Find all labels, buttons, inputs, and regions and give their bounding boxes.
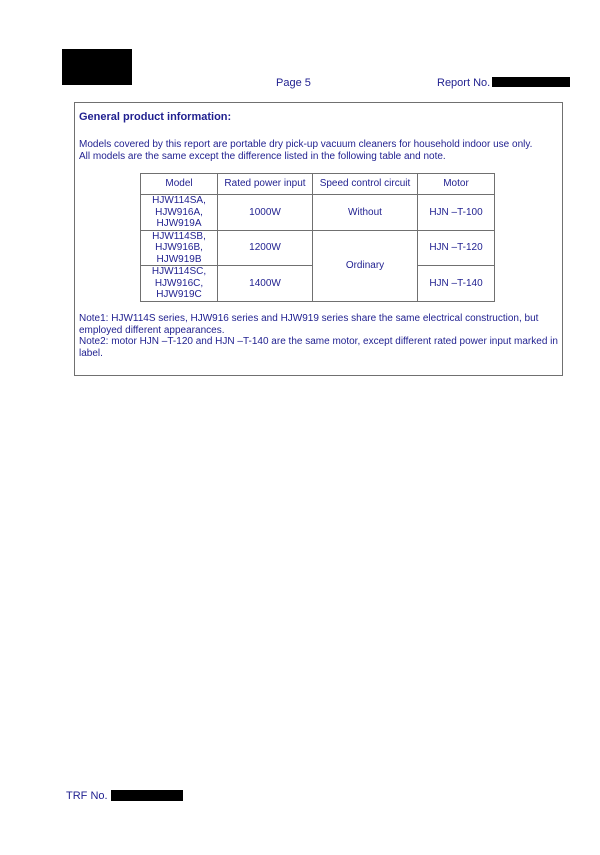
table-row	[141, 230, 495, 266]
model-name: HJW114SA,	[152, 195, 206, 206]
intro-line: Models covered by this report are portable dry pick-up vacuum cleaners for household indoor use only.	[79, 139, 533, 150]
note-2: Note2: motor HJN –T-120 and HJN –T-140 are the same motor, except different rated power input marked in label.	[79, 336, 558, 359]
report-number-label: Report No.	[437, 77, 491, 89]
model-name: HJW919A	[156, 218, 202, 229]
notes	[79, 313, 563, 359]
speed-control-cell: Ordinary	[313, 230, 418, 301]
model-name: HJW916C,	[154, 277, 204, 289]
motor-cell: HJN –T-140	[418, 266, 495, 302]
motor-cell: HJN –T-100	[418, 195, 495, 231]
note-1: Note1: HJW114S series, HJW916 series and HJW919 series share the same electrical construction, but employed different appearances.	[79, 313, 539, 336]
model-name: HJW916A,	[155, 206, 203, 218]
rated-power-cell: 1400W	[218, 266, 313, 302]
column-header-speed-control: Speed control circuit	[313, 174, 418, 195]
model-name: HJW919B	[156, 253, 202, 265]
trf-number-label: TRF No.	[66, 790, 108, 802]
rated-power-cell: 1000W	[218, 195, 313, 231]
page-number: Page 5	[276, 77, 311, 89]
redacted-trf-number	[111, 790, 183, 801]
speed-control-cell: Without	[313, 195, 418, 231]
column-header-rated-power: Rated power input	[218, 174, 313, 195]
general-product-information-box	[74, 102, 563, 376]
model-cell	[141, 266, 218, 302]
model-name: HJW114SC,	[151, 266, 207, 277]
intro-line: All models are the same except the difference listed in the following table and note.	[79, 151, 446, 162]
table-header-row	[141, 174, 495, 195]
column-header-model: Model	[141, 174, 218, 195]
model-name: HJW919C	[156, 289, 202, 300]
model-name: HJW114SB,	[152, 230, 206, 242]
column-header-motor: Motor	[418, 174, 495, 195]
model-cell	[141, 230, 218, 266]
rated-power-cell: 1200W	[218, 230, 313, 266]
motor-cell: HJN –T-120	[418, 230, 495, 266]
table-row	[141, 195, 495, 231]
section-title: General product information:	[79, 111, 232, 123]
model-name: HJW916B,	[155, 242, 203, 253]
redacted-logo	[62, 49, 132, 85]
model-table	[140, 173, 495, 302]
report-number	[437, 77, 570, 89]
model-cell	[141, 195, 218, 231]
trf-number	[66, 790, 183, 802]
redacted-report-number	[492, 77, 570, 87]
intro-paragraph	[79, 139, 559, 163]
